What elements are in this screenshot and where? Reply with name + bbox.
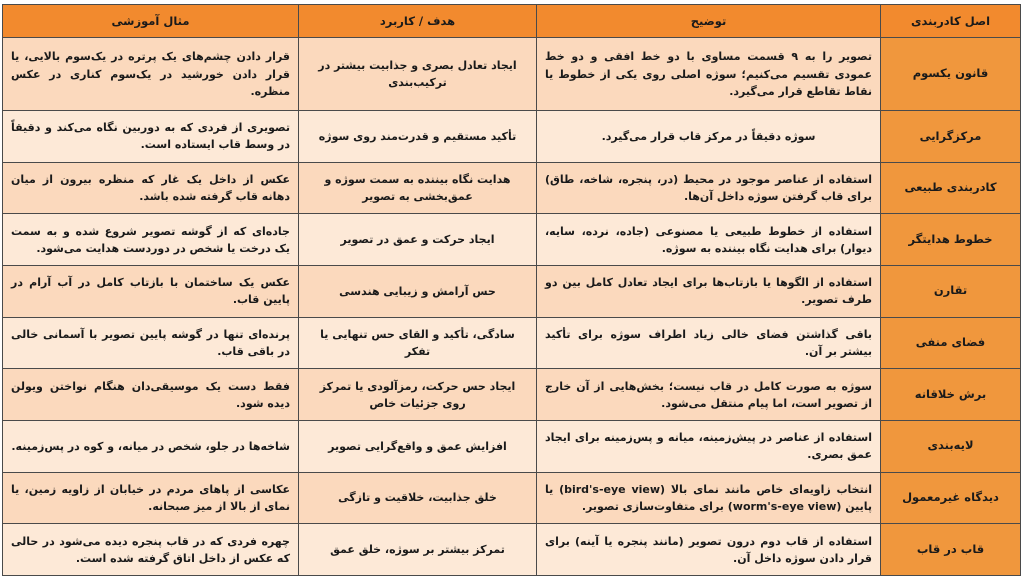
principle-cell: لایه‌بندی bbox=[881, 421, 1021, 473]
principle-cell: قانون یکسوم bbox=[881, 38, 1021, 111]
table-row bbox=[3, 369, 1021, 421]
header-purpose: هدف / کاربرد bbox=[299, 5, 537, 38]
description-cell: استفاده از الگوها یا بازتاب‌ها برای ایجاد تعادل کامل بین دو طرف تصویر. bbox=[537, 266, 881, 318]
example-cell: پرنده‌ای تنها در گوشه پایین تصویر با آسمانی خالی در باقی قاب. bbox=[3, 317, 299, 369]
table-row bbox=[3, 524, 1021, 576]
example-cell: عکس از داخل یک غار که منظره بیرون از میان دهانه قاب گرفته شده باشد. bbox=[3, 162, 299, 214]
table-row bbox=[3, 162, 1021, 214]
principle-cell: کادربندی طبیعی bbox=[881, 162, 1021, 214]
worms-eye-view-term: worm's-eye view bbox=[732, 500, 837, 513]
description-text-part: ) یا پایین ( bbox=[545, 482, 872, 513]
purpose-cell: افزایش عمق و واقع‌گرایی تصویر bbox=[299, 421, 537, 473]
purpose-cell: ایجاد حس حرکت، رمزآلودی یا تمرکز روی جزئیات خاص bbox=[299, 369, 537, 421]
table-row bbox=[3, 317, 1021, 369]
example-cell: چهره فردی که در قاب پنجره دیده می‌شود در حالی که عکس از داخل اتاق گرفته شده است. bbox=[3, 524, 299, 576]
description-cell: استفاده از خطوط طبیعی یا مصنوعی (جاده، نرده، سایه، دیوار) برای هدایت نگاه بیننده به سوژه. bbox=[537, 214, 881, 266]
description-cell: باقی گذاشتن فضای خالی زیاد اطراف سوژه برای تأکید بیشتر بر آن. bbox=[537, 317, 881, 369]
purpose-cell: خلق جذابیت، خلاقیت و تازگی bbox=[299, 472, 537, 524]
example-cell: عکس یک ساختمان با بازتاب کامل در آب آرام در پایین قاب. bbox=[3, 266, 299, 318]
principle-cell: خطوط هدایتگر bbox=[881, 214, 1021, 266]
header-description: توضیح bbox=[537, 5, 881, 38]
principle-cell: تقارن bbox=[881, 266, 1021, 318]
table-row bbox=[3, 421, 1021, 473]
purpose-cell: تمرکز بیشتر بر سوژه، خلق عمق bbox=[299, 524, 537, 576]
example-cell: قرار دادن چشم‌های یک پرتره در یک‌سوم بالایی، یا قرار دادن خورشید در یک‌سوم کناری در عکس منظره. bbox=[3, 38, 299, 111]
description-cell: استفاده از عناصر موجود در محیط (در، پنجره، شاخه، طاق) برای قاب گرفتن سوژه داخل آن‌ها. bbox=[537, 162, 881, 214]
table-row bbox=[3, 214, 1021, 266]
framing-principles-table bbox=[2, 4, 1021, 576]
principle-cell: مرکزگرایی bbox=[881, 111, 1021, 163]
header-example: مثال آموزشی bbox=[3, 5, 299, 38]
description-cell: تصویر را به ۹ قسمت مساوی با دو خط افقی و دو خط عمودی تقسیم می‌کنیم؛ سوژه اصلی روی یکی از خطوط یا نقاط تقاطع قرار می‌گیرد. bbox=[537, 38, 881, 111]
purpose-cell: سادگی، تأکید و القای حس تنهایی یا تفکر bbox=[299, 317, 537, 369]
table-row bbox=[3, 266, 1021, 318]
example-cell: فقط دست یک موسیقی‌دان هنگام نواختن ویولن دیده شود. bbox=[3, 369, 299, 421]
example-cell: عکاسی از پاهای مردم در خیابان از زاویه زمین، یا نمای از بالا از میز صبحانه. bbox=[3, 472, 299, 524]
example-cell: شاخه‌ها در جلو، شخص در میانه، و کوه در پس‌زمینه. bbox=[3, 421, 299, 473]
table-row bbox=[3, 111, 1021, 163]
purpose-cell: هدایت نگاه بیننده به سمت سوژه و عمق‌بخشی به تصویر bbox=[299, 162, 537, 214]
birds-eye-view-term: bird's-eye view bbox=[564, 482, 661, 496]
frame-table-container bbox=[2, 4, 1020, 576]
table-row bbox=[3, 38, 1021, 111]
description-cell: سوژه به صورت کامل در قاب نیست؛ بخش‌هایی از آن خارج از تصویر است، اما پیام منتقل می‌شود. bbox=[537, 369, 881, 421]
description-text-part: انتخاب زاویه‌ای خاص مانند نمای بالا ( bbox=[660, 482, 872, 496]
description-text-part: ) برای متفاوت‌سازی تصویر. bbox=[581, 500, 733, 513]
description-cell: سوژه دقیقاً در مرکز قاب قرار می‌گیرد. bbox=[537, 111, 881, 163]
purpose-cell: حس آرامش و زیبایی هندسی bbox=[299, 266, 537, 318]
purpose-cell: تأکید مستقیم و قدرت‌مند روی سوژه bbox=[299, 111, 537, 163]
principle-cell: برش خلاقانه bbox=[881, 369, 1021, 421]
purpose-cell: ایجاد تعادل بصری و جذابیت بیشتر در ترکیب‌بندی bbox=[299, 38, 537, 111]
principle-cell: قاب در قاب bbox=[881, 524, 1021, 576]
example-cell: جاده‌ای که از گوشه تصویر شروع شده و به سمت یک درخت یا شخص در دوردست هدایت می‌شود. bbox=[3, 214, 299, 266]
header-principle: اصل کادربندی bbox=[881, 5, 1021, 38]
principle-cell: دیدگاه غیرمعمول bbox=[881, 472, 1021, 524]
description-cell bbox=[537, 472, 881, 524]
description-cell: استفاده از قاب دوم درون تصویر (مانند پنجره یا آینه) برای قرار دادن سوژه داخل آن. bbox=[537, 524, 881, 576]
description-cell: استفاده از عناصر در پیش‌زمینه، میانه و پس‌زمینه برای ایجاد عمق بصری. bbox=[537, 421, 881, 473]
example-cell: تصویری از فردی که به دوربین نگاه می‌کند و دقیقاً در وسط قاب ایستاده است. bbox=[3, 111, 299, 163]
header-row bbox=[3, 5, 1021, 38]
principle-cell: فضای منفی bbox=[881, 317, 1021, 369]
purpose-cell: ایجاد حرکت و عمق در تصویر bbox=[299, 214, 537, 266]
table-row bbox=[3, 472, 1021, 524]
